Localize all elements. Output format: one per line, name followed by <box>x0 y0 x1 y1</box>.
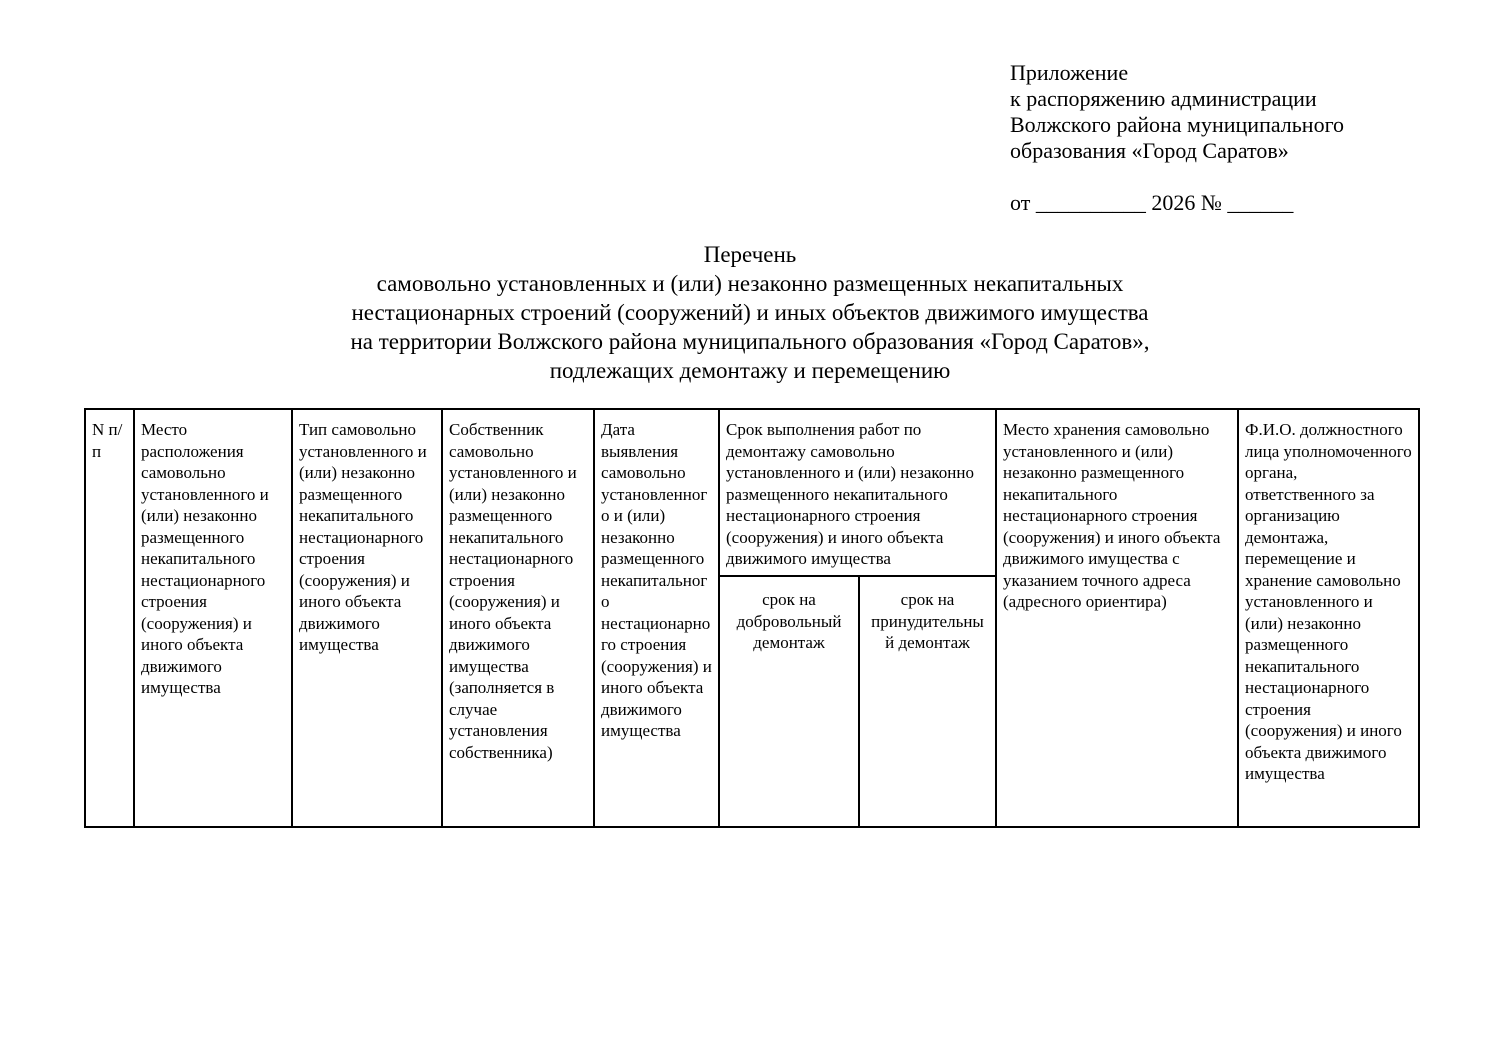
registry-table <box>84 408 1420 828</box>
col-header-voluntary-term: срок на добровольный демонтаж <box>719 576 859 827</box>
appendix-block <box>1010 60 1430 216</box>
col-header-location: Место расположения самовольно установленного и (или) незаконно размещенного некапитального нестационарного строения (сооружения) и иного объекта движимого имущества <box>134 409 292 827</box>
col-header-storage-place: Место хранения самовольно установленного и (или) незаконно размещенного некапитального нестационарного строения (сооружения) и иного объекта движимого имущества с указанием точного адреса (адресного ориентира) <box>996 409 1238 827</box>
title-line: самовольно установленных и (или) незаконно размещенных некапитальных <box>376 271 1124 296</box>
col-header-demolition-term-group: Срок выполнения работ по демонтажу самовольно установленного и (или) незаконно размещенного некапитального нестационарного строения (сооружения) и иного объекта движимого имущества <box>719 409 996 576</box>
document-title <box>0 240 1500 385</box>
appendix-line: Волжского района муниципального <box>1010 112 1345 137</box>
title-line: Перечень <box>703 242 797 267</box>
title-line: нестационарных строений (сооружений) и иных объектов движимого имущества <box>351 300 1149 325</box>
title-line: подлежащих демонтажу и перемещению <box>549 358 951 383</box>
col-header-detection-date: Дата выявления самовольно установленного и (или) незаконно размещенного некапитального нестационарного строения (сооружения) и иного объекта движимого имущества <box>594 409 719 827</box>
col-header-type: Тип самовольно установленного и (или) незаконно размещенного некапитального нестационарного строения (сооружения) и иного объекта движимого имущества <box>292 409 442 827</box>
col-header-official-name: Ф.И.О. должностного лица уполномоченного органа, ответственного за организацию демонтажа, перемещение и хранение самовольно установленного и (или) незаконно размещенного некапитального нестационарного строения (сооружения) и иного объекта движимого имущества <box>1238 409 1419 827</box>
appendix-line: к распоряжению администрации <box>1010 86 1317 111</box>
table-header-row-1 <box>85 409 1419 576</box>
col-header-forced-term: срок на принудительный демонтаж <box>859 576 996 827</box>
appendix-line: образования «Город Саратов» <box>1010 138 1289 163</box>
col-header-num: N п/п <box>85 409 134 827</box>
appendix-line: Приложение <box>1010 60 1129 85</box>
col-header-owner: Собственник самовольно установленного и (или) незаконно размещенного некапитального нестационарного строения (сооружения) и иного объекта движимого имущества (заполняется в случае установления собственника) <box>442 409 594 827</box>
order-date-number-line: от __________ 2026 № ______ <box>1010 190 1294 215</box>
title-line: на территории Волжского района муниципального образования «Город Саратов», <box>350 329 1150 354</box>
